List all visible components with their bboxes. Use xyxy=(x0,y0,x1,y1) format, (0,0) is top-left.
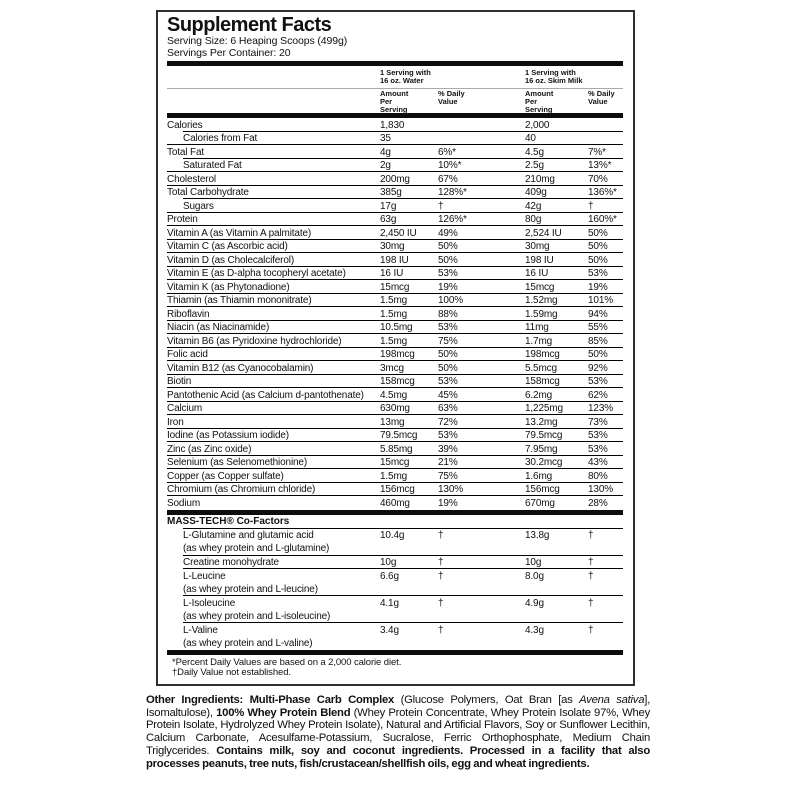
water-dv: 50% xyxy=(438,362,458,374)
water-amount: 156mcg xyxy=(380,484,415,495)
milk-amount: 11mg xyxy=(525,322,549,333)
milk-dv: 123% xyxy=(588,403,613,414)
water-dv: 75% xyxy=(438,470,458,482)
water-dv-header: % Daily Value xyxy=(438,89,465,106)
water-dv: 49% xyxy=(438,227,458,239)
nutrient-name: Total Carbohydrate xyxy=(167,187,249,198)
milk-dv: 70% xyxy=(588,173,608,185)
water-amount: 1,830 xyxy=(380,119,405,131)
nutrient-name: Total Fat xyxy=(167,146,204,158)
water-amount: 5.85mg xyxy=(380,443,413,455)
water-amount: 10.4g xyxy=(380,530,405,541)
milk-group-header: 1 Serving with 16 oz. Skim Milk xyxy=(525,68,583,85)
milk-dv-header: % Daily Value xyxy=(588,89,615,106)
milk-dv: † xyxy=(588,530,594,541)
nutrient-name: Vitamin D (as Cholecalciferol) xyxy=(167,254,295,266)
nutrient-row xyxy=(167,402,623,416)
milk-amount: 156mcg xyxy=(525,484,560,495)
nutrient-name: Niacin (as Niacinamide) xyxy=(167,322,270,333)
cofactor-name: L-Glutamine and glutamic acid xyxy=(183,530,314,541)
cofactors-title: MASS-TECH® Co-Factors xyxy=(167,515,623,529)
milk-amount: 158mcg xyxy=(525,376,560,387)
ingredients-italic-segment: Avena sativa xyxy=(579,694,645,706)
nutrient-row xyxy=(167,186,623,200)
water-amount: 385g xyxy=(380,187,402,198)
footnote-dagger: †Daily Value not established. xyxy=(172,667,291,679)
milk-amount: 30mg xyxy=(525,241,550,252)
milk-dv: † xyxy=(588,597,594,609)
milk-dv: 50% xyxy=(588,227,608,239)
nutrient-row xyxy=(167,456,623,470)
milk-dv: 50% xyxy=(588,241,608,252)
nutrient-row xyxy=(167,334,623,348)
ingredients-bold-segment: 100% Whey Protein Blend xyxy=(216,706,351,719)
milk-amount: 1.52mg xyxy=(525,295,558,306)
water-amount: 16 IU xyxy=(380,268,404,279)
milk-dv: 92% xyxy=(588,362,608,374)
milk-dv: † xyxy=(588,624,594,636)
water-dv: 50% xyxy=(438,241,458,252)
footnotes xyxy=(167,655,623,680)
milk-amount: 198mcg xyxy=(525,349,560,360)
nutrient-row xyxy=(167,159,623,173)
milk-dv: 53% xyxy=(588,443,608,455)
milk-amount: 4.9g xyxy=(525,597,544,609)
nutrient-row xyxy=(167,361,623,375)
nutrient-row xyxy=(167,307,623,321)
cofactor-row xyxy=(167,556,623,570)
water-amount: 4.1g xyxy=(380,597,399,609)
ingredients-text-segment: ], Isomaltulose), xyxy=(146,694,651,719)
nutrient-row xyxy=(167,442,623,456)
nutrient-row xyxy=(167,145,623,159)
water-dv: 53% xyxy=(438,322,458,333)
nutrient-name: Sugars xyxy=(183,200,214,212)
water-group-header: 1 Serving with 16 oz. Water xyxy=(380,68,431,85)
supplement-facts-panel xyxy=(156,10,635,686)
footnote-dv: *Percent Daily Values are based on a 2,000 calorie diet. xyxy=(172,656,402,668)
water-amount: 460mg xyxy=(380,497,410,509)
water-amount: 2g xyxy=(380,160,391,171)
cofactor-source: (as whey protein and L-isoleucine) xyxy=(183,610,331,622)
cofactor-row xyxy=(167,529,623,556)
milk-amount: 10g xyxy=(525,557,542,568)
milk-dv: 19% xyxy=(588,281,608,293)
water-amount: 1.5mg xyxy=(380,308,408,320)
water-dv: † xyxy=(438,530,444,541)
water-amount: 10g xyxy=(380,557,397,568)
water-dv: 67% xyxy=(438,173,458,185)
milk-dv: 73% xyxy=(588,416,608,428)
milk-amount: 2,524 IU xyxy=(525,227,562,239)
milk-amount: 42g xyxy=(525,200,542,212)
water-amount-header: Amount Per Serving xyxy=(380,89,409,114)
nutrient-row xyxy=(167,199,623,213)
water-dv: 100% xyxy=(438,295,463,306)
water-amount: 13mg xyxy=(380,416,405,428)
milk-amount: 8.0g xyxy=(525,570,544,582)
milk-amount: 409g xyxy=(525,187,547,198)
milk-dv: 7%* xyxy=(588,146,606,158)
milk-dv: 85% xyxy=(588,335,608,347)
water-amount: 15mcg xyxy=(380,281,410,293)
column-headers xyxy=(167,66,623,113)
water-dv: † xyxy=(438,570,444,582)
water-amount: 1.5mg xyxy=(380,335,408,347)
cofactors-table xyxy=(167,529,623,651)
nutrient-row xyxy=(167,469,623,483)
milk-dv: 62% xyxy=(588,389,608,401)
milk-amount: 4.5g xyxy=(525,146,544,158)
water-dv: † xyxy=(438,557,444,568)
milk-dv: 160%* xyxy=(588,214,617,225)
milk-amount-header: Amount Per Serving xyxy=(525,89,554,114)
nutrient-name: Calcium xyxy=(167,403,203,414)
milk-dv: 80% xyxy=(588,470,608,482)
water-dv: 50% xyxy=(438,349,458,360)
milk-amount: 6.2mg xyxy=(525,389,553,401)
cofactor-name: L-Leucine xyxy=(183,570,226,582)
serving-size: Serving Size: 6 Heaping Scoops (499g) xyxy=(167,35,348,47)
nutrient-name: Zinc (as Zinc oxide) xyxy=(167,443,252,455)
water-dv: 75% xyxy=(438,335,458,347)
water-amount: 79.5mcg xyxy=(380,430,418,441)
cofactor-name: L-Isoleucine xyxy=(183,597,236,609)
nutrient-name: Vitamin B6 (as Pyridoxine hydrochloride) xyxy=(167,335,342,347)
milk-amount: 670mg xyxy=(525,497,555,509)
nutrient-name: Vitamin B12 (as Cyanocobalamin) xyxy=(167,362,314,374)
water-dv: 21% xyxy=(438,457,458,468)
ingredients-text-segment: (Whey Protein Concentrate, Whey Protein Isolate 97%, Whey Protein Isolate, Hydrolyzed Whey Protein Isolate), Natural and Artificial Flavors, Soy or Sunflower Lecithin, Calcium Carbonate, Acesulfame-Potassium, Sucralose, Ferric Orthophosphate, Medium Chain Triglycerides. xyxy=(146,706,650,757)
milk-dv: 101% xyxy=(588,295,613,306)
nutrient-row xyxy=(167,294,623,308)
milk-dv: 13%* xyxy=(588,160,612,171)
nutrient-row xyxy=(167,226,623,240)
ingredients-bold-segment: Other Ingredients: Multi-Phase Carb Complex xyxy=(146,694,395,706)
milk-amount: 5.5mcg xyxy=(525,362,557,374)
water-amount: 15mcg xyxy=(380,457,410,468)
milk-dv: 53% xyxy=(588,268,608,279)
milk-amount: 2.5g xyxy=(525,160,544,171)
nutrient-name: Vitamin K (as Phytonadione) xyxy=(167,281,290,293)
water-amount: 10.5mg xyxy=(380,322,413,333)
water-dv: 53% xyxy=(438,430,458,441)
ingredients-text-segment: (Glucose Polymers, Oat Bran [as xyxy=(394,694,580,706)
milk-amount: 198 IU xyxy=(525,254,554,266)
nutrient-name: Cholesterol xyxy=(167,173,216,185)
panel-title: Supplement Facts xyxy=(167,14,332,36)
water-dv: 39% xyxy=(438,443,458,455)
milk-dv: 130% xyxy=(588,484,613,495)
nutrient-row xyxy=(167,253,623,267)
nutrient-name: Folic acid xyxy=(167,349,208,360)
nutrient-name: Iron xyxy=(167,416,184,428)
water-amount: 63g xyxy=(380,214,397,225)
nutrient-row xyxy=(167,280,623,294)
nutrient-name: Calories xyxy=(167,119,203,131)
nutrient-row xyxy=(167,483,623,497)
milk-dv: 53% xyxy=(588,430,608,441)
servings-per-container: Servings Per Container: 20 xyxy=(167,46,291,59)
water-dv: 126%* xyxy=(438,214,467,225)
other-ingredients-paragraph xyxy=(146,694,650,770)
milk-amount: 15mcg xyxy=(525,281,555,293)
nutrient-name: Calories from Fat xyxy=(183,133,258,144)
nutrient-row xyxy=(167,172,623,186)
milk-amount: 1,225mg xyxy=(525,403,563,414)
cofactor-row xyxy=(167,596,623,623)
water-amount: 198 IU xyxy=(380,254,409,266)
milk-amount: 30.2mcg xyxy=(525,457,563,468)
water-dv: 72% xyxy=(438,416,458,428)
nutrient-row xyxy=(167,375,623,389)
milk-amount: 13.8g xyxy=(525,530,550,541)
milk-dv: 55% xyxy=(588,322,608,333)
water-dv: 63% xyxy=(438,403,458,414)
nutrient-name: Vitamin E (as D-alpha tocopheryl acetate) xyxy=(167,268,346,279)
nutrient-row xyxy=(167,429,623,443)
nutrient-row xyxy=(167,213,623,227)
milk-amount: 1.59mg xyxy=(525,308,558,320)
water-amount: 3mcg xyxy=(380,362,404,374)
water-amount: 30mg xyxy=(380,241,405,252)
water-amount: 6.6g xyxy=(380,570,399,582)
milk-amount: 210mg xyxy=(525,173,555,185)
cofactor-name: L-Valine xyxy=(183,624,218,636)
nutrient-name: Selenium (as Selenomethionine) xyxy=(167,457,308,468)
nutrient-name: Sodium xyxy=(167,497,201,509)
water-amount: 4.5mg xyxy=(380,389,408,401)
nutrient-row xyxy=(167,415,623,429)
nutrient-name: Vitamin A (as Vitamin A palmitate) xyxy=(167,227,312,239)
water-dv: 6%* xyxy=(438,146,456,158)
water-dv: † xyxy=(438,200,444,212)
water-dv: 130% xyxy=(438,484,463,495)
milk-dv: † xyxy=(588,570,594,582)
water-amount: 4g xyxy=(380,146,391,158)
nutrient-name: Iodine (as Potassium iodide) xyxy=(167,430,289,441)
milk-amount: 80g xyxy=(525,214,542,225)
water-amount: 630mg xyxy=(380,403,410,414)
nutrient-row xyxy=(167,321,623,335)
milk-amount: 79.5mcg xyxy=(525,430,563,441)
water-amount: 1.5mg xyxy=(380,295,408,306)
nutrient-table xyxy=(167,118,623,510)
water-amount: 2,450 IU xyxy=(380,227,417,239)
milk-amount: 7.95mg xyxy=(525,443,558,455)
milk-amount: 1.6mg xyxy=(525,470,553,482)
milk-dv: 50% xyxy=(588,349,608,360)
cofactor-source: (as whey protein and L-valine) xyxy=(183,637,313,649)
ingredients-bold-segment: Contains milk, soy and coconut ingredients. Processed in a facility that also processes peanuts, tree nuts, fish/crustacean/shellfish oils, egg and wheat ingredients. xyxy=(146,744,650,770)
nutrient-name: Vitamin C (as Ascorbic acid) xyxy=(167,241,288,252)
nutrient-row xyxy=(167,118,623,132)
water-dv: † xyxy=(438,597,444,609)
water-dv: 53% xyxy=(438,376,458,387)
cofactor-name: Creatine monohydrate xyxy=(183,557,279,568)
nutrient-row xyxy=(167,267,623,281)
water-dv: † xyxy=(438,624,444,636)
milk-dv: 43% xyxy=(588,457,608,468)
milk-dv: 94% xyxy=(588,308,608,320)
nutrient-name: Riboflavin xyxy=(167,308,210,320)
nutrient-row xyxy=(167,240,623,254)
milk-dv: † xyxy=(588,557,594,568)
water-dv: 50% xyxy=(438,254,458,266)
milk-amount: 1.7mg xyxy=(525,335,553,347)
water-amount: 35 xyxy=(380,133,391,144)
milk-dv: 136%* xyxy=(588,187,617,198)
water-amount: 1.5mg xyxy=(380,470,408,482)
water-amount: 158mcg xyxy=(380,376,415,387)
nutrient-name: Copper (as Copper sulfate) xyxy=(167,470,284,482)
nutrient-row xyxy=(167,132,623,146)
milk-amount: 4.3g xyxy=(525,624,544,636)
nutrient-name: Saturated Fat xyxy=(183,160,242,171)
cofactor-source: (as whey protein and L-glutamine) xyxy=(183,543,330,554)
nutrient-name: Protein xyxy=(167,214,198,225)
nutrient-name: Pantothenic Acid (as Calcium d-pantothenate) xyxy=(167,389,364,401)
milk-amount: 16 IU xyxy=(525,268,549,279)
water-amount: 200mg xyxy=(380,173,410,185)
nutrient-name: Chromium (as Chromium chloride) xyxy=(167,484,316,495)
water-amount: 3.4g xyxy=(380,624,399,636)
milk-dv: 50% xyxy=(588,254,608,266)
milk-amount: 2,000 xyxy=(525,119,550,131)
milk-dv: † xyxy=(588,200,594,212)
nutrient-row xyxy=(167,348,623,362)
water-amount: 198mcg xyxy=(380,349,415,360)
milk-dv: 28% xyxy=(588,497,608,509)
nutrient-name: Biotin xyxy=(167,376,192,387)
water-dv: 53% xyxy=(438,268,458,279)
water-dv: 10%* xyxy=(438,160,462,171)
nutrient-name: Thiamin (as Thiamin mononitrate) xyxy=(167,295,312,306)
water-dv: 128%* xyxy=(438,187,467,198)
milk-amount: 13.2mg xyxy=(525,416,558,428)
cofactor-source: (as whey protein and L-leucine) xyxy=(183,583,318,595)
water-amount: 17g xyxy=(380,200,397,212)
water-dv: 19% xyxy=(438,497,458,509)
water-dv: 19% xyxy=(438,281,458,293)
nutrient-row xyxy=(167,496,623,510)
water-dv: 88% xyxy=(438,308,458,320)
water-dv: 45% xyxy=(438,389,458,401)
cofactor-row xyxy=(167,569,623,596)
milk-dv: 53% xyxy=(588,376,608,387)
milk-amount: 40 xyxy=(525,133,536,144)
nutrient-row xyxy=(167,388,623,402)
cofactor-row xyxy=(167,623,623,650)
